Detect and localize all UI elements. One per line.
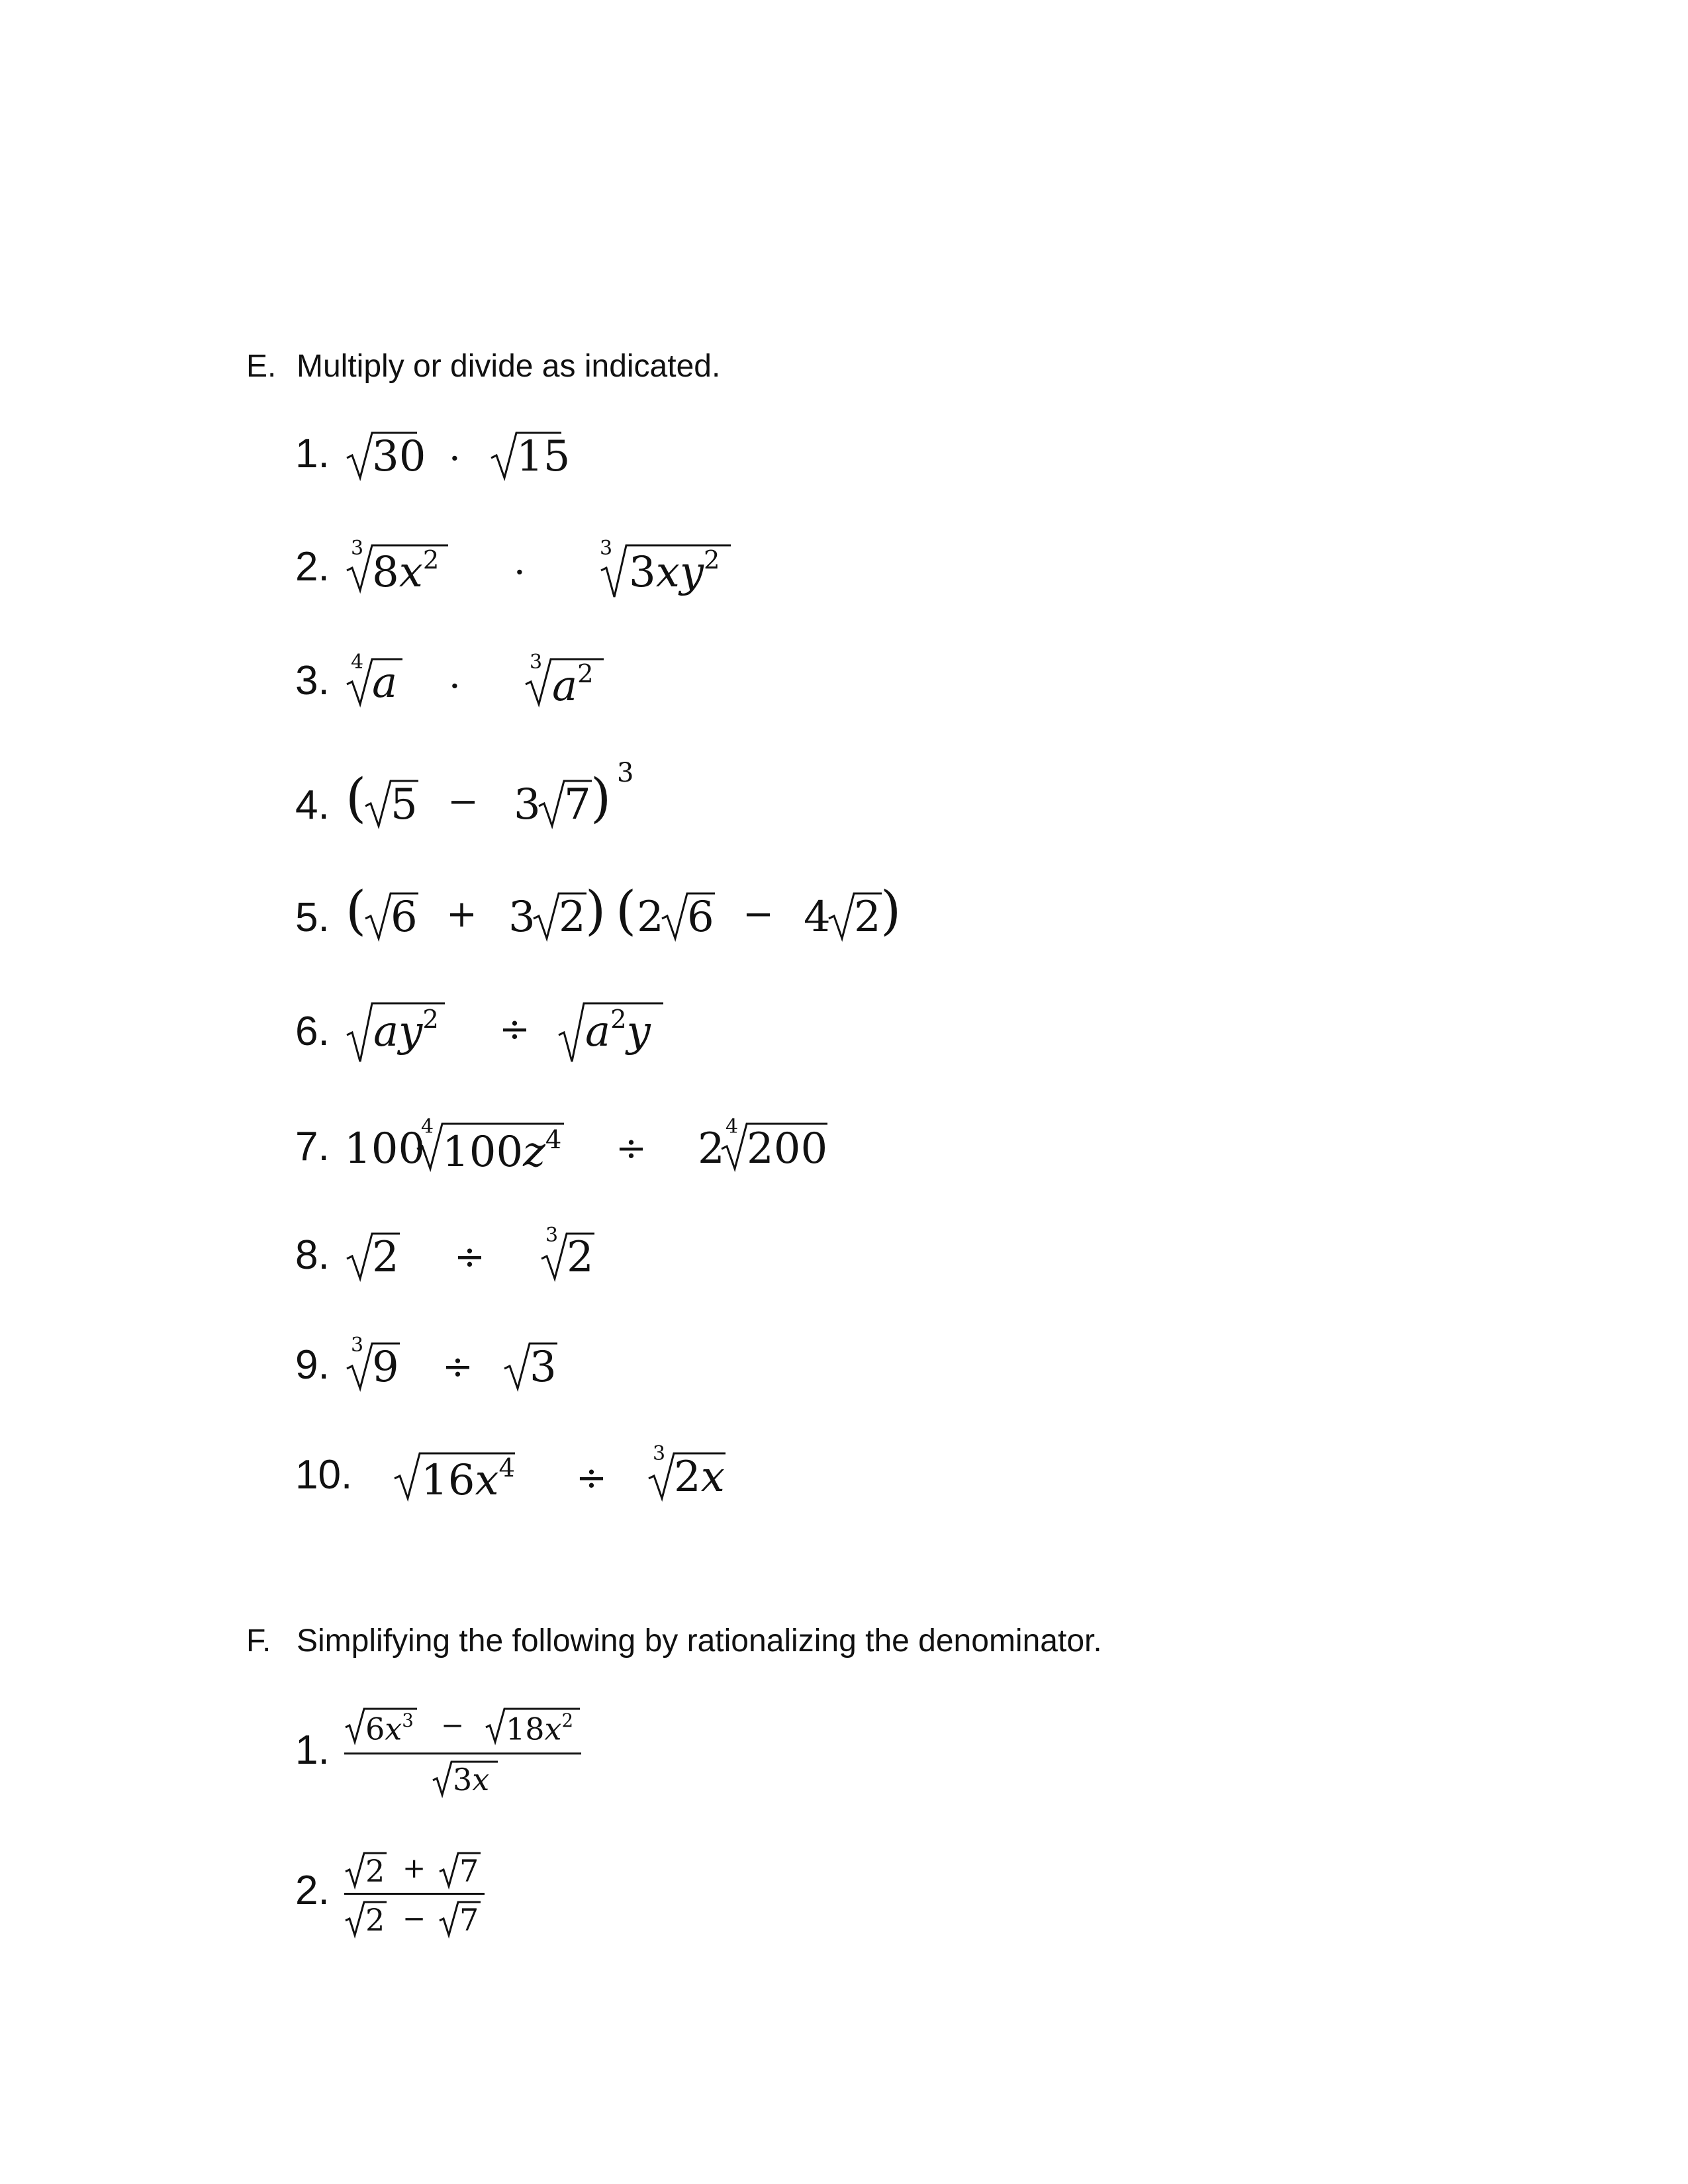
radicand: $a^2$	[552, 659, 594, 711]
radicand: 3x	[453, 1762, 490, 1797]
radicand: $8x^2$	[372, 545, 440, 597]
radicand: 2	[365, 1902, 385, 1938]
plus-sign: +	[446, 893, 477, 936]
radicand: 2	[559, 893, 586, 942]
radicand: 2	[567, 1233, 594, 1282]
radicand: 5	[391, 780, 418, 829]
section-f-heading	[246, 1623, 1102, 1659]
radicand: a	[372, 659, 398, 707]
divide-sign: ÷	[576, 1457, 607, 1500]
divide-sign: ÷	[442, 1345, 473, 1388]
radicand: $18x^2$	[506, 1709, 574, 1747]
root-index: 3	[653, 1442, 666, 1465]
problem-number: 7.	[295, 1124, 330, 1169]
section-f-instruction: Simplifying the following by rationalizing the denominator.	[297, 1623, 1102, 1659]
radicand: $a^2y$	[585, 1005, 651, 1056]
minus-sign: −	[441, 1709, 465, 1741]
multiply-dot: ·	[514, 551, 526, 594]
root-index: 4	[726, 1115, 739, 1138]
radicand: 2	[365, 1853, 385, 1889]
problem-number: 6.	[295, 1009, 330, 1054]
problem-number: 5.	[295, 895, 330, 940]
problem-number: 8.	[295, 1232, 330, 1278]
problem-number: 1.	[295, 431, 330, 477]
section-e-letter: E.	[246, 349, 277, 384]
right-paren: )	[880, 880, 902, 941]
divide-sign: ÷	[616, 1127, 647, 1170]
minus-sign: −	[402, 1902, 426, 1934]
problem-number: 1.	[295, 1727, 330, 1773]
problem-number: 4.	[295, 782, 330, 828]
coefficient: 4	[804, 893, 831, 942]
radicand: 6	[687, 893, 714, 942]
root-index: 3	[530, 651, 543, 674]
divide-sign: ÷	[499, 1008, 530, 1051]
radicand: 9	[372, 1343, 399, 1392]
problem-number: 2.	[295, 544, 330, 590]
radicand: $3xy^2$	[629, 545, 720, 597]
coefficient: 3	[514, 780, 541, 829]
radicand: $ay^2$	[373, 1005, 439, 1056]
radicand: 2x	[674, 1453, 725, 1502]
radicand: 15	[516, 432, 571, 481]
left-paren: (	[616, 880, 637, 941]
divide-sign: ÷	[454, 1236, 485, 1279]
left-paren: (	[346, 767, 367, 829]
radicand: $100z^4$	[442, 1125, 562, 1177]
plus-sign: +	[402, 1852, 426, 1884]
root-index: 4	[351, 651, 364, 674]
minus-sign: −	[447, 780, 479, 823]
radicand: 7	[564, 780, 591, 829]
section-f-letter: F.	[246, 1623, 271, 1659]
coefficient: 100	[344, 1124, 426, 1173]
multiply-dot: ·	[449, 437, 461, 480]
root-index: 3	[351, 1334, 364, 1357]
problem-number: 10.	[295, 1452, 353, 1498]
root-index: 3	[545, 1224, 559, 1247]
radicand: 200	[747, 1124, 828, 1173]
problem-number: 2.	[295, 1868, 330, 1913]
radicand: 7	[459, 1853, 479, 1889]
multiply-dot: ·	[449, 665, 461, 708]
root-index: 4	[421, 1115, 434, 1138]
root-index: 3	[600, 537, 613, 560]
right-paren: )	[585, 880, 606, 941]
fraction-bar	[344, 1752, 581, 1754]
root-index: 3	[351, 537, 364, 560]
coefficient: 2	[637, 893, 664, 942]
radicand: 6	[391, 893, 418, 942]
exponent: 3	[617, 758, 634, 788]
right-paren: )	[590, 767, 612, 829]
problem-number: 3.	[295, 658, 330, 704]
radicand: 2	[372, 1233, 399, 1282]
radicand: 3	[530, 1343, 557, 1392]
minus-sign: −	[743, 893, 774, 936]
radicand: 30	[372, 432, 426, 481]
radicand: $6x^3$	[365, 1709, 414, 1747]
radicand: 7	[459, 1902, 479, 1938]
coefficient: 3	[508, 893, 536, 942]
section-e-heading	[246, 348, 720, 385]
left-paren: (	[346, 880, 367, 941]
radicand: 2	[854, 893, 881, 942]
fraction-bar	[344, 1893, 485, 1895]
coefficient: 2	[698, 1124, 725, 1173]
problem-number: 9.	[295, 1342, 330, 1388]
radicand: $16x^4$	[421, 1453, 515, 1505]
section-e-instruction: Multiply or divide as indicated.	[297, 349, 721, 384]
